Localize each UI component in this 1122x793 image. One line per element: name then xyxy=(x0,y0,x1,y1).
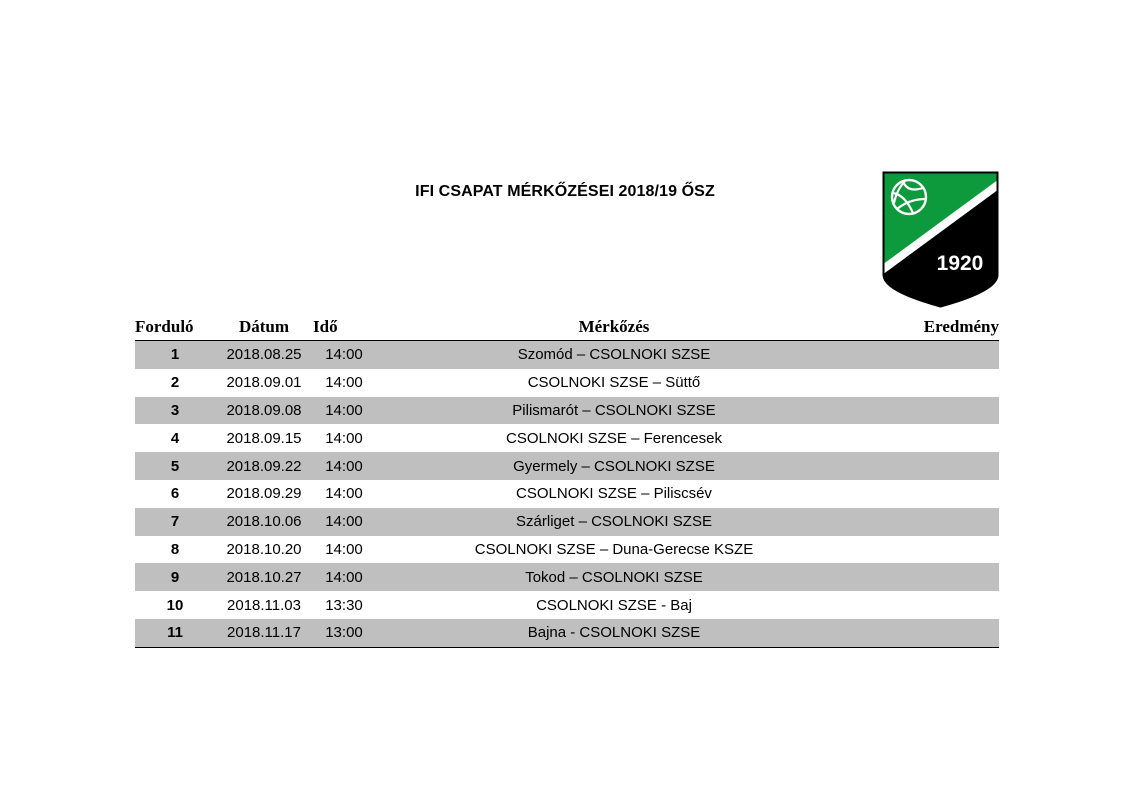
date-cell: 2018.09.15 xyxy=(226,429,302,447)
table-row xyxy=(135,397,999,425)
time-cell: 14:00 xyxy=(313,508,375,536)
match-cell: Szárliget – CSOLNOKI SZSE xyxy=(375,508,853,536)
match-cell: Tokod – CSOLNOKI SZSE xyxy=(375,563,853,591)
date-cell: 2018.11.03 xyxy=(227,596,301,614)
date-cell: 2018.08.25 xyxy=(215,341,313,369)
round-cell: 10 xyxy=(166,596,184,614)
result-cell xyxy=(853,508,999,536)
result-cell xyxy=(853,591,999,619)
date-cell: 2018.09.29 xyxy=(226,485,302,503)
table-row xyxy=(135,480,999,508)
round-cell: 2 xyxy=(170,374,180,392)
round-cell: 3 xyxy=(135,397,215,425)
date-cell: 2018.11.17 xyxy=(215,619,313,647)
date-cell: 2018.09.08 xyxy=(215,397,313,425)
match-cell: CSOLNOKI SZSE - Baj xyxy=(536,596,692,614)
date-cell: 2018.10.06 xyxy=(215,508,313,536)
result-cell xyxy=(853,369,999,397)
time-cell: 14:00 xyxy=(313,452,375,480)
table-row xyxy=(135,536,999,564)
match-cell: Pilismarót – CSOLNOKI SZSE xyxy=(375,397,853,425)
header-result: Eredmény xyxy=(853,309,999,341)
round-cell: 4 xyxy=(170,429,180,447)
crest-year: 1920 xyxy=(936,252,984,275)
result-cell xyxy=(853,619,999,647)
round-cell: 5 xyxy=(135,452,215,480)
header-round: Forduló xyxy=(135,309,215,341)
round-cell: 7 xyxy=(135,508,215,536)
round-cell: 6 xyxy=(170,485,180,503)
match-cell: CSOLNOKI SZSE – Piliscsév xyxy=(516,485,712,503)
result-cell xyxy=(853,424,999,452)
date-cell: 2018.10.20 xyxy=(226,540,302,558)
table-row xyxy=(135,369,999,397)
time-cell: 13:00 xyxy=(313,619,375,647)
table-row xyxy=(135,619,999,647)
round-cell: 8 xyxy=(170,540,180,558)
result-cell xyxy=(853,563,999,591)
match-cell: CSOLNOKI SZSE – Süttő xyxy=(527,374,701,392)
match-cell: CSOLNOKI SZSE – Duna-Gerecse KSZE xyxy=(474,540,754,558)
result-cell xyxy=(853,480,999,508)
table-row xyxy=(135,452,999,480)
match-cell: Szomód – CSOLNOKI SZSE xyxy=(375,341,853,369)
result-cell xyxy=(853,536,999,564)
time-cell: 14:00 xyxy=(325,485,363,503)
header-date: Dátum xyxy=(215,309,313,341)
header-match: Mérkőzés xyxy=(375,309,853,341)
match-cell: Gyermely – CSOLNOKI SZSE xyxy=(375,452,853,480)
header-time: Idő xyxy=(313,309,375,341)
result-cell xyxy=(853,452,999,480)
time-cell: 13:30 xyxy=(325,596,363,614)
round-cell: 11 xyxy=(135,619,215,647)
club-crest-logo xyxy=(882,171,999,308)
time-cell: 14:00 xyxy=(313,563,375,591)
page-title: IFI CSAPAT MÉRKŐZÉSEI 2018/19 ŐSZ xyxy=(415,183,715,200)
match-cell: Bajna - CSOLNOKI SZSE xyxy=(375,619,853,647)
round-cell: 9 xyxy=(135,563,215,591)
time-cell: 14:00 xyxy=(325,374,363,392)
table-row xyxy=(135,508,999,536)
time-cell: 14:00 xyxy=(313,397,375,425)
table-row xyxy=(135,563,999,591)
round-cell: 1 xyxy=(135,341,215,369)
time-cell: 14:00 xyxy=(325,540,363,558)
time-cell: 14:00 xyxy=(313,341,375,369)
table-row xyxy=(135,341,999,369)
match-cell: CSOLNOKI SZSE – Ferencesek xyxy=(506,429,722,447)
table-row xyxy=(135,591,999,619)
result-cell xyxy=(853,341,999,369)
table-header-row xyxy=(135,309,999,341)
date-cell: 2018.09.22 xyxy=(215,452,313,480)
table-row xyxy=(135,424,999,452)
match-schedule-table xyxy=(135,309,999,648)
date-cell: 2018.09.01 xyxy=(226,374,302,392)
date-cell: 2018.10.27 xyxy=(215,563,313,591)
time-cell: 14:00 xyxy=(325,429,363,447)
result-cell xyxy=(853,397,999,425)
